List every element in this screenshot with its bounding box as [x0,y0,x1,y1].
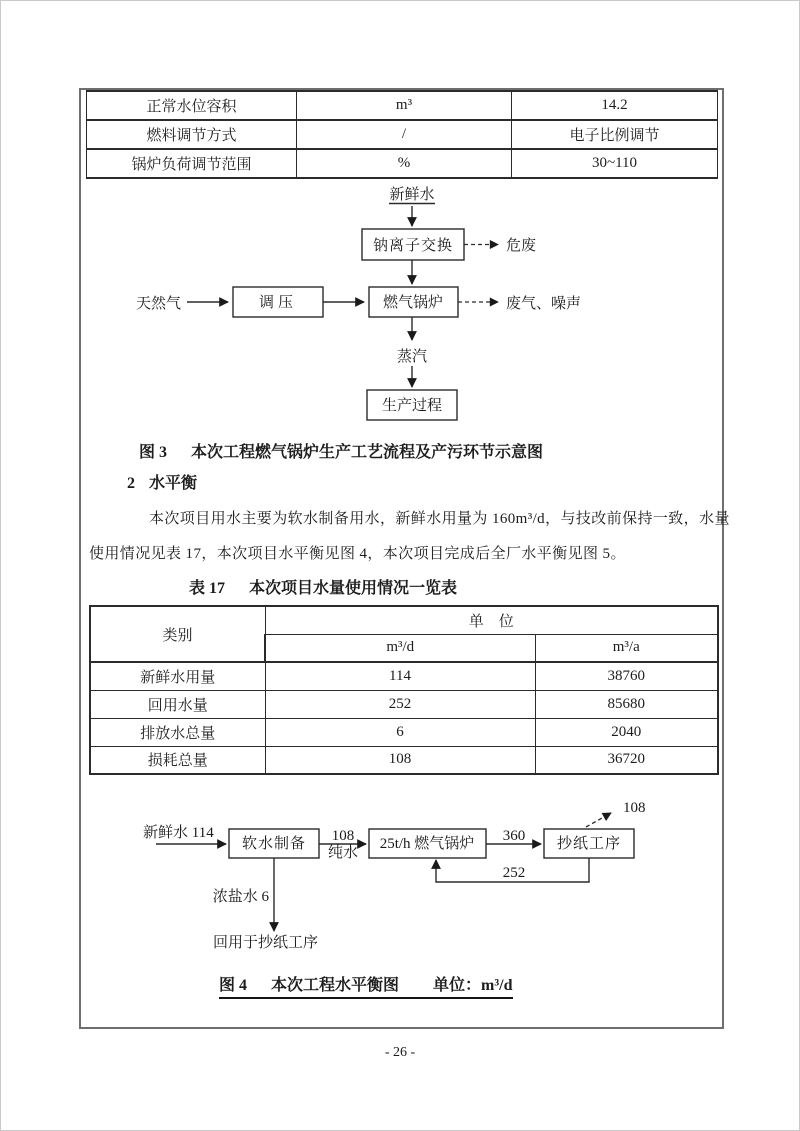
section-title: 水平衡 [149,475,198,492]
pressure-regulation-label: 调压 [258,295,298,311]
section-number: 2 [127,475,135,492]
loss-out-label: 108 [623,800,646,816]
fresh-water-label: 新鲜水 [389,187,435,203]
brine-label: 浓盐水 6 [212,889,269,905]
section-heading [127,470,197,493]
figure4-caption-label: 图 4 [219,977,248,994]
soft-water-prep-label: 软水制备 [241,836,307,852]
figure3-caption [139,439,543,462]
table17-caption-label: 表 17 [189,580,226,597]
table17-caption [189,575,457,598]
steam-label: 蒸汽 [396,349,428,365]
figure4-water-balance-diagram [141,796,686,956]
table-row [90,718,718,746]
col-header-m3a: m³/a [535,634,718,662]
row-per-day: 6 [265,718,535,746]
hazardous-waste-label: 危废 [506,238,537,254]
natural-gas-label: 天然气 [136,296,182,312]
fresh-water-in-label: 新鲜水 114 [143,825,214,841]
table-row [87,120,718,149]
body-paragraph-line1: 本次项目用水主要为软水制备用水，新鲜水用量为 160m³/d，与技改前保持一致，水量 [149,511,730,527]
production-process-label: 生产过程 [381,398,443,414]
page-number: - 26 - [384,1045,416,1060]
spec-unit: / [297,120,512,149]
figure3-flow-diagram [86,183,646,425]
row-per-day: 252 [265,690,535,718]
gas-boiler-label: 燃气锅炉 [382,295,444,311]
table-row [87,149,718,178]
row-per-year: 2040 [535,718,718,746]
table17-caption-text: 本次项目水量使用情况一览表 [249,580,458,597]
table-row [87,91,718,120]
waste-gas-noise-label: 废气、噪声 [506,296,582,312]
dashed-arrow-loss [586,813,611,827]
spec-value: 14.2 [512,91,718,120]
row-per-year: 36720 [535,746,718,774]
figure4-caption [219,972,513,999]
row-category: 新鲜水用量 [90,662,265,690]
table-row [90,690,718,718]
row-per-year: 85680 [535,690,718,718]
brine-reuse-label: 回用于抄纸工序 [213,935,319,951]
spec-name: 正常水位容积 [87,91,297,120]
condensate-return-label: 252 [502,865,526,881]
water-usage-table [89,605,719,775]
paper-process-label: 抄纸工序 [556,836,622,852]
figure4-caption-unit: 单位：m³/d [433,977,513,994]
na-ion-exchange-label: 钠离子交换 [372,238,454,254]
table-row [90,662,718,690]
spec-name: 锅炉负荷调节范围 [87,149,297,178]
table-header-row [90,606,718,634]
col-header-category: 类别 [90,606,265,662]
row-per-year: 38760 [535,662,718,690]
spec-value: 30~110 [512,149,718,178]
boiler-spec-table [86,90,718,179]
col-header-unit: 单 位 [265,606,718,634]
figure3-caption-text: 本次工程燃气锅炉生产工艺流程及产污环节示意图 [191,444,544,461]
row-per-day: 114 [265,662,535,690]
gas-boiler-label: 25t/h 燃气锅炉 [379,836,475,852]
table-row [90,746,718,774]
pure-water-amount-label: 108 [331,828,355,844]
figure3-caption-label: 图 3 [139,444,168,461]
steam-to-paper-label: 360 [502,828,526,844]
body-paragraph-line2: 使用情况见表 17，本次项目水平衡见图 4，本次项目完成后全厂水平衡见图 5。 [89,546,626,562]
spec-name: 燃料调节方式 [87,120,297,149]
row-category: 损耗总量 [90,746,265,774]
spec-unit: % [297,149,512,178]
row-category: 回用水量 [90,690,265,718]
figure4-caption-text: 本次工程水平衡图 [271,977,400,994]
pure-water-label: 纯水 [327,845,359,861]
spec-value: 电子比例调节 [512,120,718,149]
row-per-day: 108 [265,746,535,774]
row-category: 排放水总量 [90,718,265,746]
spec-unit: m³ [297,91,512,120]
col-header-m3d: m³/d [265,634,535,662]
